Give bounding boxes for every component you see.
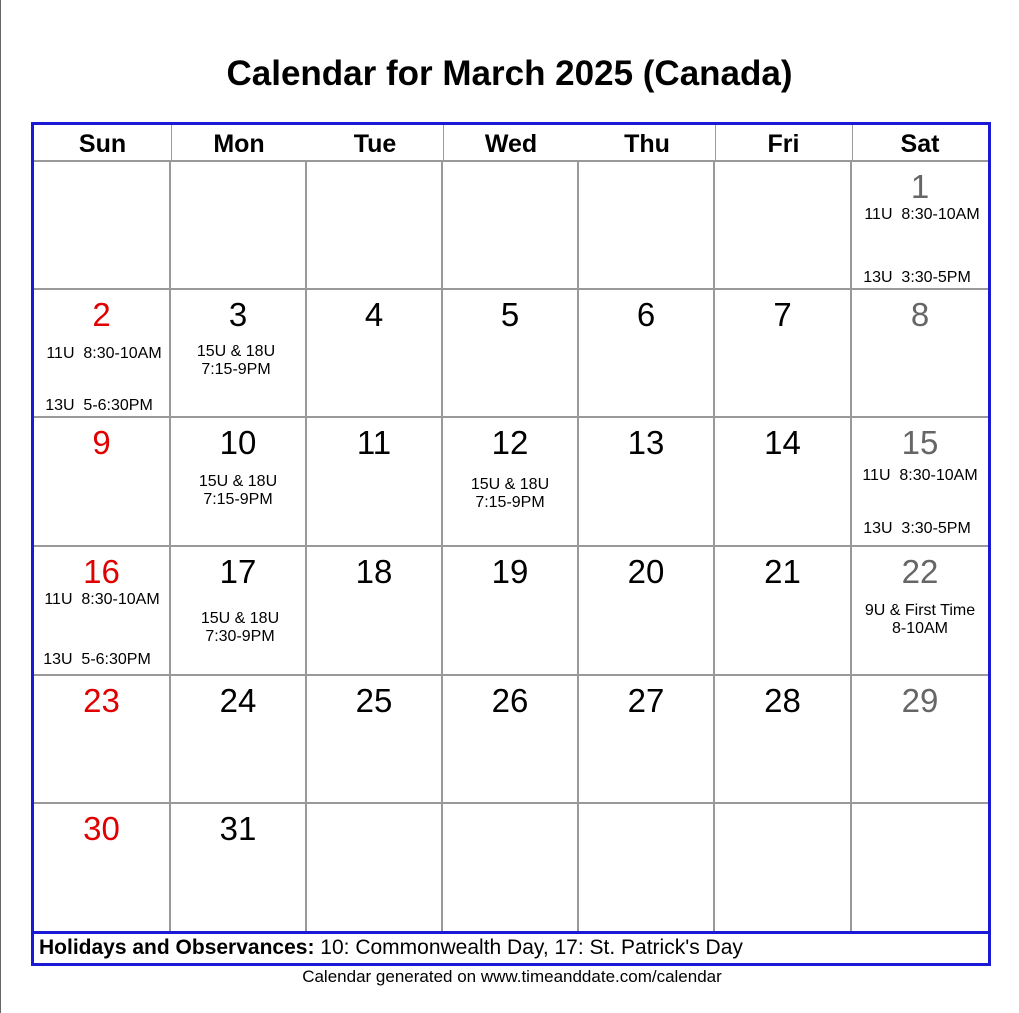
day-number: 21 <box>764 553 801 590</box>
day-number: 11 <box>356 424 392 461</box>
day-cell-22 <box>852 547 988 676</box>
day-cell-9 <box>34 418 171 547</box>
event-note: 15U & 18U 7:30-9PM <box>200 610 280 645</box>
empty-day-cell <box>307 804 443 931</box>
day-cell-17 <box>171 547 307 676</box>
weekday-tue: Tue <box>353 130 397 158</box>
day-number: 15 <box>901 424 939 461</box>
day-cell-4 <box>307 290 443 418</box>
day-number: 2 <box>92 296 111 333</box>
event-note: 11U 8:30-10AM <box>864 206 980 223</box>
day-number: 24 <box>219 682 257 719</box>
day-number: 6 <box>636 296 656 333</box>
day-number: 28 <box>764 682 801 719</box>
day-cell-23 <box>34 676 171 804</box>
event-note: 11U 8:30-10AM <box>862 467 978 484</box>
holidays-text: 10: Commonwealth Day, 17: St. Patrick's Day <box>314 936 743 959</box>
day-number: 8 <box>910 296 930 333</box>
day-number: 30 <box>83 810 120 847</box>
day-cell-27 <box>579 676 715 804</box>
empty-day-cell <box>443 804 579 931</box>
event-note: 13U 3:30-5PM <box>863 269 971 286</box>
day-number: 4 <box>364 296 384 333</box>
weekday-mon: Mon <box>213 130 265 158</box>
day-cell-18 <box>307 547 443 676</box>
day-cell-7 <box>715 290 852 418</box>
event-note: 11U 8:30-10AM <box>46 345 162 362</box>
day-number: 12 <box>491 424 529 461</box>
event-note: 11U 8:30-10AM <box>44 591 160 608</box>
empty-day-cell <box>579 162 715 290</box>
weekday-fri: Fri <box>767 130 800 158</box>
day-cell-26 <box>443 676 579 804</box>
day-number: 26 <box>491 682 529 719</box>
calendar-frame <box>31 122 991 966</box>
weekday-sat: Sat <box>900 130 940 158</box>
day-number: 23 <box>83 682 120 719</box>
day-cell-24 <box>171 676 307 804</box>
day-cell-5 <box>443 290 579 418</box>
event-note: 15U & 18U 7:15-9PM <box>196 343 276 378</box>
day-cell-21 <box>715 547 852 676</box>
day-number: 5 <box>500 296 520 333</box>
holidays-bar <box>34 931 988 963</box>
header-separator <box>171 125 172 162</box>
day-cell-20 <box>579 547 715 676</box>
header-separator <box>715 125 716 162</box>
day-number: 20 <box>627 553 665 590</box>
day-number: 1 <box>910 168 930 205</box>
calendar-grid <box>34 162 988 931</box>
day-number: 29 <box>901 682 939 719</box>
day-cell-8 <box>852 290 988 418</box>
empty-day-cell <box>852 804 988 931</box>
day-cell-16 <box>34 547 171 676</box>
weekday-sun: Sun <box>78 130 127 158</box>
day-number: 18 <box>355 553 393 590</box>
day-cell-15 <box>852 418 988 547</box>
day-cell-11 <box>307 418 443 547</box>
day-number: 7 <box>773 296 792 333</box>
day-cell-25 <box>307 676 443 804</box>
holidays-label: Holidays and Observances: <box>39 936 315 959</box>
day-cell-14 <box>715 418 852 547</box>
empty-day-cell <box>715 804 852 931</box>
empty-day-cell <box>579 804 715 931</box>
day-number: 13 <box>627 424 665 461</box>
day-number: 19 <box>491 553 529 590</box>
empty-day-cell <box>443 162 579 290</box>
event-note: 15U & 18U 7:15-9PM <box>198 473 278 508</box>
empty-day-cell <box>171 162 307 290</box>
day-cell-30 <box>34 804 171 931</box>
day-number: 25 <box>355 682 393 719</box>
day-number: 3 <box>228 296 248 333</box>
event-note: 13U 3:30-5PM <box>863 520 971 537</box>
empty-day-cell <box>34 162 171 290</box>
day-number: 31 <box>219 810 257 847</box>
header-separator <box>443 125 444 162</box>
day-cell-10 <box>171 418 307 547</box>
header-separator <box>852 125 853 162</box>
day-cell-12 <box>443 418 579 547</box>
day-number: 9 <box>92 424 111 461</box>
day-number: 16 <box>83 553 120 590</box>
day-cell-29 <box>852 676 988 804</box>
day-cell-13 <box>579 418 715 547</box>
page-left-edge <box>0 0 1 1013</box>
event-note: 15U & 18U 7:15-9PM <box>470 476 550 511</box>
empty-day-cell <box>715 162 852 290</box>
day-cell-3 <box>171 290 307 418</box>
event-note: 13U 5-6:30PM <box>45 397 153 414</box>
day-cell-28 <box>715 676 852 804</box>
calendar-title: Calendar for March 2025 (Canada) <box>226 54 793 93</box>
day-cell-31 <box>171 804 307 931</box>
generated-credit: Calendar generated on www.timeanddate.com/calendar <box>302 967 722 986</box>
day-number: 27 <box>627 682 665 719</box>
day-cell-2 <box>34 290 171 418</box>
day-cell-19 <box>443 547 579 676</box>
day-number: 10 <box>219 424 257 461</box>
empty-day-cell <box>307 162 443 290</box>
day-cell-6 <box>579 290 715 418</box>
day-number: 22 <box>901 553 939 590</box>
day-cell-1 <box>852 162 988 290</box>
event-note: 9U & First Time 8-10AM <box>864 602 976 637</box>
day-number: 17 <box>219 553 257 590</box>
weekday-header-row <box>34 125 988 162</box>
day-number: 14 <box>764 424 801 461</box>
weekday-thu: Thu <box>624 130 670 158</box>
event-note: 13U 5-6:30PM <box>43 651 151 668</box>
weekday-wed: Wed <box>484 130 538 158</box>
